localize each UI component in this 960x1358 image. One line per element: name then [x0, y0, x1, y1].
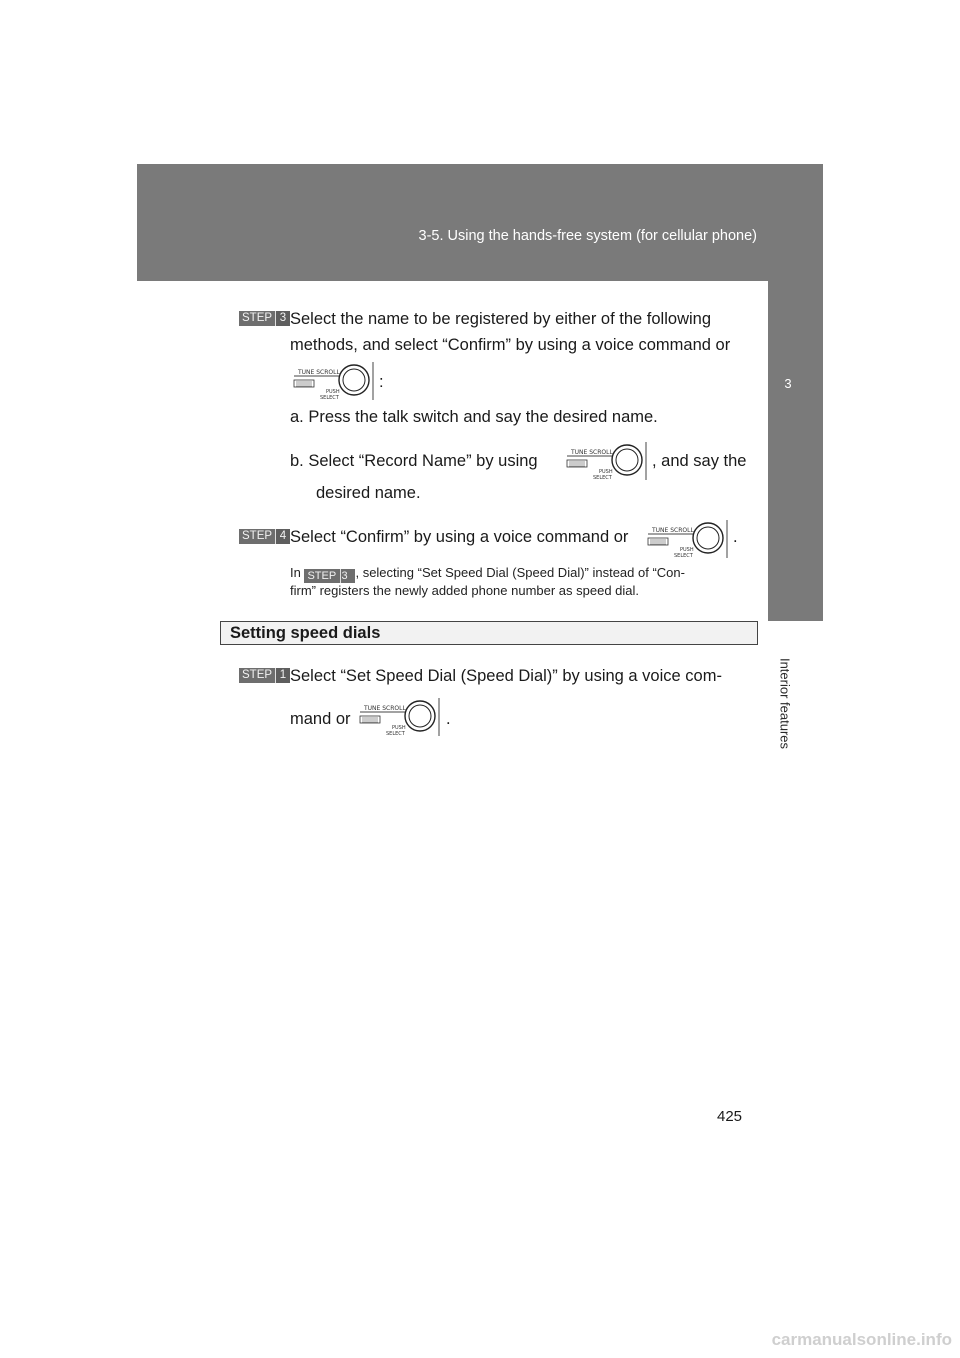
step-badge-number: 1 — [275, 668, 290, 683]
step-3-line-1: Select the name to be registered by either of the following — [290, 310, 711, 328]
section-heading-box — [220, 621, 758, 645]
knob-label-select: SELECT — [593, 475, 612, 481]
step-note — [290, 564, 756, 583]
knob-label-top: TUNE SCROLL — [364, 705, 406, 712]
step-3-option-b-post: , and say the — [652, 452, 747, 470]
note-text-post: , selecting “Set Speed Dial (Speed Dial)” instead of “Con- — [355, 565, 685, 580]
step-badge-word: STEP — [242, 530, 273, 542]
header-band — [137, 164, 823, 281]
step-3-badge — [239, 311, 290, 326]
page-number: 425 — [717, 1108, 743, 1125]
note-text-pre: In — [290, 565, 301, 580]
step-4-badge — [239, 529, 290, 544]
step-badge-number: 3 — [340, 569, 355, 583]
step-badge-word: STEP — [242, 312, 273, 324]
tune-scroll-knob-icon — [356, 696, 441, 738]
step-3-line-2: methods, and select “Confirm” by using a voice command or — [290, 336, 731, 354]
step-1-line-2: mand or — [290, 710, 351, 728]
step-3-colon: : — [379, 373, 384, 391]
knob-label-push: PUSH — [599, 469, 613, 475]
section-heading: Setting speed dials — [230, 624, 381, 642]
knob-label-select: SELECT — [674, 553, 693, 559]
step-badge-number: 3 — [275, 311, 290, 326]
step-1-period: . — [446, 710, 451, 728]
chapter-tab — [768, 281, 823, 621]
step-badge-number: 4 — [275, 529, 290, 544]
knob-label-push: PUSH — [392, 725, 406, 731]
chapter-label-container — [770, 636, 794, 756]
step-4-text: Select “Confirm” by using a voice command or — [290, 528, 629, 546]
step-3-option-a: a. Press the talk switch and say the desired name. — [290, 408, 658, 426]
knob-label-push: PUSH — [680, 547, 694, 553]
step-badge-word: STEP — [307, 570, 337, 582]
knob-label-select: SELECT — [386, 731, 405, 737]
tune-scroll-knob-icon — [290, 360, 375, 402]
step-1-line-1: Select “Set Speed Dial (Speed Dial)” by using a voice com- — [290, 667, 722, 685]
knob-label-top: TUNE SCROLL — [652, 527, 694, 534]
knob-label-top: TUNE SCROLL — [298, 369, 340, 376]
step-1-badge — [239, 668, 290, 683]
step-3-option-b: b. Select “Record Name” by using — [290, 452, 538, 470]
note-line-2: firm” registers the newly added phone number as speed dial. — [290, 583, 640, 598]
knob-label-select: SELECT — [320, 395, 339, 401]
knob-label-push: PUSH — [326, 389, 340, 395]
knob-label-top: TUNE SCROLL — [571, 449, 613, 456]
tune-scroll-knob-icon — [563, 440, 648, 482]
step-4-period: . — [733, 528, 738, 546]
step-3-option-b-cont: desired name. — [316, 484, 421, 502]
header-title: 3-5. Using the hands-free system (for cellular phone) — [418, 228, 757, 244]
chapter-number: 3 — [784, 376, 792, 391]
step-badge-word: STEP — [242, 669, 273, 681]
watermark: carmanualsonline.info — [771, 1330, 952, 1349]
note-step-badge — [304, 569, 355, 583]
tune-scroll-knob-icon — [644, 518, 729, 560]
chapter-label: Interior features — [777, 657, 793, 750]
